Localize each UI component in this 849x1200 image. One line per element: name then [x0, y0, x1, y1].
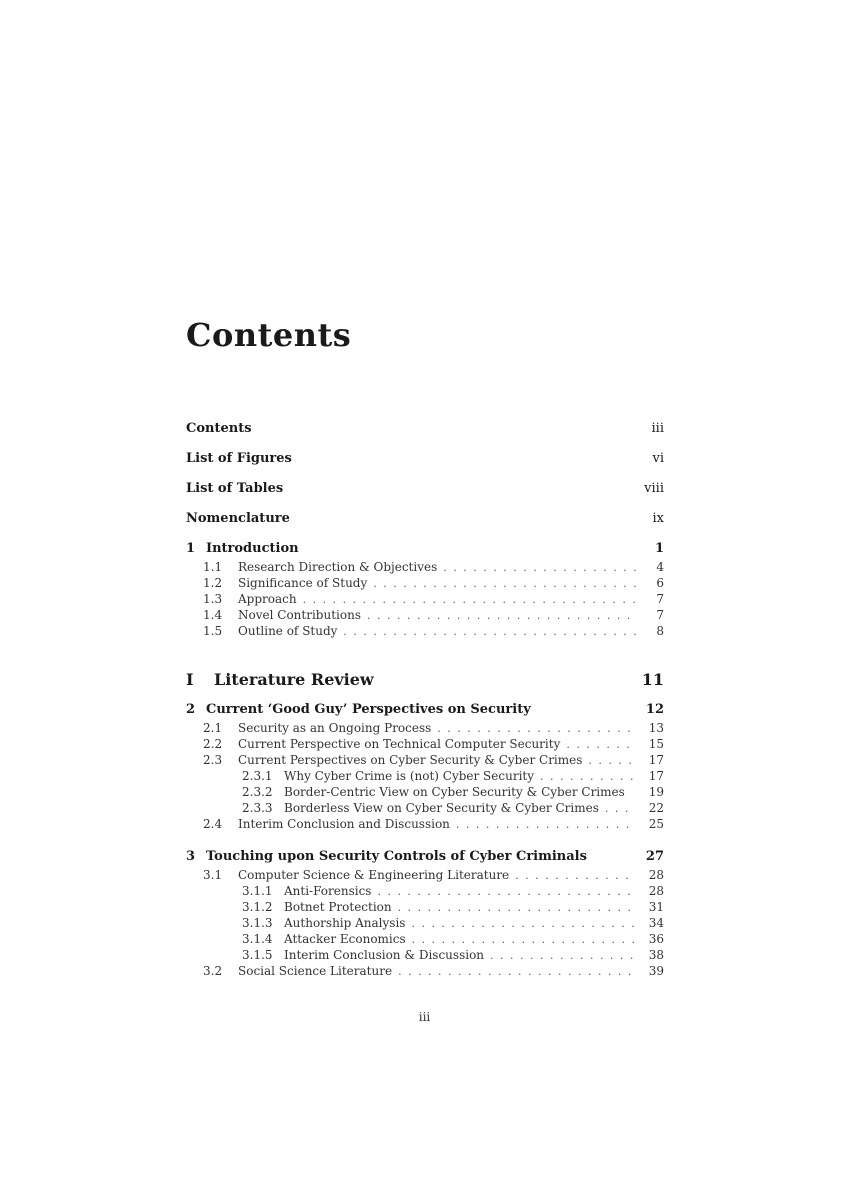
toc-section-1-4[interactable] — [203, 608, 664, 622]
subsection-page: 34 — [648, 916, 664, 930]
section-title: Computer Science & Engineering Literature — [238, 868, 510, 882]
leader-dots — [605, 802, 636, 815]
section-page: 25 — [648, 817, 664, 831]
subsection-title: Authorship Analysis — [284, 916, 406, 930]
toc-entry-list-of-tables[interactable] — [186, 481, 664, 496]
toc-subsection-2-3-1[interactable] — [242, 769, 664, 783]
section-title: Security as an Ongoing Process — [238, 721, 432, 735]
leader-dots — [443, 561, 636, 574]
subsection-page: 19 — [648, 785, 664, 799]
section-page: 6 — [656, 576, 664, 590]
subsection-title: Borderless View on Cyber Security & Cyber Crimes — [284, 801, 599, 815]
leader-dots — [303, 593, 636, 606]
section-number: 1.1 — [203, 560, 223, 574]
toc-part-1[interactable] — [186, 670, 664, 689]
toc-section-2-2[interactable] — [203, 737, 664, 751]
toc-section-1-3[interactable] — [203, 592, 664, 606]
section-title: Novel Contributions — [238, 608, 361, 622]
toc-subsection-3-1-5[interactable] — [242, 948, 664, 962]
subsection-title: Border-Centric View on Cyber Security & Cyber Crimes — [284, 785, 625, 799]
toc-section-3-2[interactable] — [203, 964, 664, 978]
subsection-page: 36 — [648, 932, 664, 946]
section-number: 1.3 — [203, 592, 223, 606]
leader-dots — [367, 609, 636, 622]
section-number: 1.4 — [203, 608, 223, 622]
page-title: Contents — [186, 316, 352, 354]
toc-subsection-3-1-4[interactable] — [242, 932, 664, 946]
toc-section-2-4[interactable] — [203, 817, 664, 831]
toc-entry-title: Contents — [186, 421, 252, 436]
section-number: 2.4 — [203, 817, 223, 831]
subsection-page: 28 — [648, 884, 664, 898]
section-page: 4 — [656, 560, 664, 574]
toc-entry-page: ix — [652, 511, 664, 526]
section-title: Approach — [238, 592, 297, 606]
toc-section-1-5[interactable] — [203, 624, 664, 638]
subsection-page: 22 — [648, 801, 664, 815]
toc-chapter-2[interactable] — [186, 702, 664, 717]
part-title: Literature Review — [214, 670, 374, 689]
chapter-page: 27 — [645, 849, 664, 864]
section-number: 2.1 — [203, 721, 223, 735]
leader-dots — [343, 625, 636, 638]
section-title: Significance of Study — [238, 576, 368, 590]
page-number: iii — [418, 1010, 431, 1024]
subsection-title: Why Cyber Crime is (not) Cyber Security — [284, 769, 535, 783]
leader-dots — [515, 869, 636, 882]
section-number: 2.3 — [203, 753, 223, 767]
leader-dots — [437, 722, 636, 735]
subsection-title: Botnet Protection — [284, 900, 392, 914]
subsection-number: 3.1.5 — [242, 948, 273, 962]
section-page: 39 — [648, 964, 664, 978]
chapter-page: 1 — [654, 541, 664, 556]
toc-entry-list-of-figures[interactable] — [186, 451, 664, 466]
part-number: I — [186, 670, 194, 689]
toc-subsection-3-1-3[interactable] — [242, 916, 664, 930]
leader-dots — [373, 577, 636, 590]
subsection-number: 3.1.3 — [242, 916, 273, 930]
section-number: 1.5 — [203, 624, 223, 638]
subsection-number: 2.3.2 — [242, 785, 273, 799]
section-page: 8 — [656, 624, 664, 638]
subsection-page: 17 — [648, 769, 664, 783]
toc-entry-contents[interactable] — [186, 421, 664, 436]
section-page: 17 — [648, 753, 664, 767]
section-title: Outline of Study — [238, 624, 338, 638]
chapter-page: 12 — [645, 702, 664, 717]
section-number: 3.1 — [203, 868, 223, 882]
toc-entry-title: Nomenclature — [186, 511, 290, 526]
toc-section-1-2[interactable] — [203, 576, 664, 590]
leader-dots — [588, 754, 636, 767]
section-number: 1.2 — [203, 576, 223, 590]
subsection-title: Interim Conclusion & Discussion — [284, 948, 485, 962]
chapter-number: 1 — [186, 541, 196, 556]
toc-entry-title: List of Figures — [186, 451, 292, 466]
chapter-title: Introduction — [206, 541, 299, 556]
toc-entry-nomenclature[interactable] — [186, 511, 664, 526]
chapter-title: Touching upon Security Controls of Cyber Criminals — [206, 849, 587, 864]
toc-section-2-1[interactable] — [203, 721, 664, 735]
section-page: 13 — [648, 721, 664, 735]
subsection-title: Attacker Economics — [284, 932, 406, 946]
section-number: 3.2 — [203, 964, 223, 978]
toc-chapter-3[interactable] — [186, 849, 664, 864]
leader-dots — [540, 770, 636, 783]
toc-entry-page: iii — [651, 421, 664, 436]
subsection-number: 2.3.3 — [242, 801, 273, 815]
toc-subsection-3-1-1[interactable] — [242, 884, 664, 898]
toc-entry-page: vi — [652, 451, 664, 466]
section-title: Current Perspective on Technical Computer Security — [238, 737, 561, 751]
leader-dots — [456, 818, 636, 831]
toc-subsection-3-1-2[interactable] — [242, 900, 664, 914]
subsection-page: 31 — [648, 900, 664, 914]
chapter-number: 3 — [186, 849, 196, 864]
toc-entry-title: List of Tables — [186, 481, 284, 496]
subsection-number: 3.1.4 — [242, 932, 273, 946]
toc-chapter-1[interactable] — [186, 541, 664, 556]
chapter-number: 2 — [186, 702, 196, 717]
leader-dots — [398, 901, 636, 914]
section-title: Research Direction & Objectives — [238, 560, 438, 574]
toc-subsection-2-3-2[interactable] — [242, 785, 664, 799]
section-title: Interim Conclusion and Discussion — [238, 817, 450, 831]
section-page: 28 — [648, 868, 664, 882]
leader-dots — [412, 933, 636, 946]
toc-section-2-3[interactable] — [203, 753, 664, 767]
subsection-title: Anti-Forensics — [284, 884, 372, 898]
section-number: 2.2 — [203, 737, 223, 751]
leader-dots — [566, 738, 636, 751]
leader-dots — [377, 885, 636, 898]
leader-dots — [411, 917, 636, 930]
toc-section-3-1[interactable] — [203, 868, 664, 882]
section-title: Current Perspectives on Cyber Security & Cyber Crimes — [238, 753, 583, 767]
subsection-number: 2.3.1 — [242, 769, 273, 783]
leader-dots — [398, 965, 636, 978]
leader-dots — [490, 949, 636, 962]
section-page: 15 — [648, 737, 664, 751]
chapter-title: Current ‘Good Guy’ Perspectives on Security — [206, 702, 531, 717]
section-page: 7 — [656, 592, 664, 606]
section-page: 7 — [656, 608, 664, 622]
section-title: Social Science Literature — [238, 964, 393, 978]
toc-subsection-2-3-3[interactable] — [242, 801, 664, 815]
toc-entry-page: viii — [644, 481, 664, 496]
part-page: 11 — [641, 670, 664, 689]
subsection-number: 3.1.1 — [242, 884, 273, 898]
subsection-page: 38 — [648, 948, 664, 962]
subsection-number: 3.1.2 — [242, 900, 273, 914]
toc-section-1-1[interactable] — [203, 560, 664, 574]
